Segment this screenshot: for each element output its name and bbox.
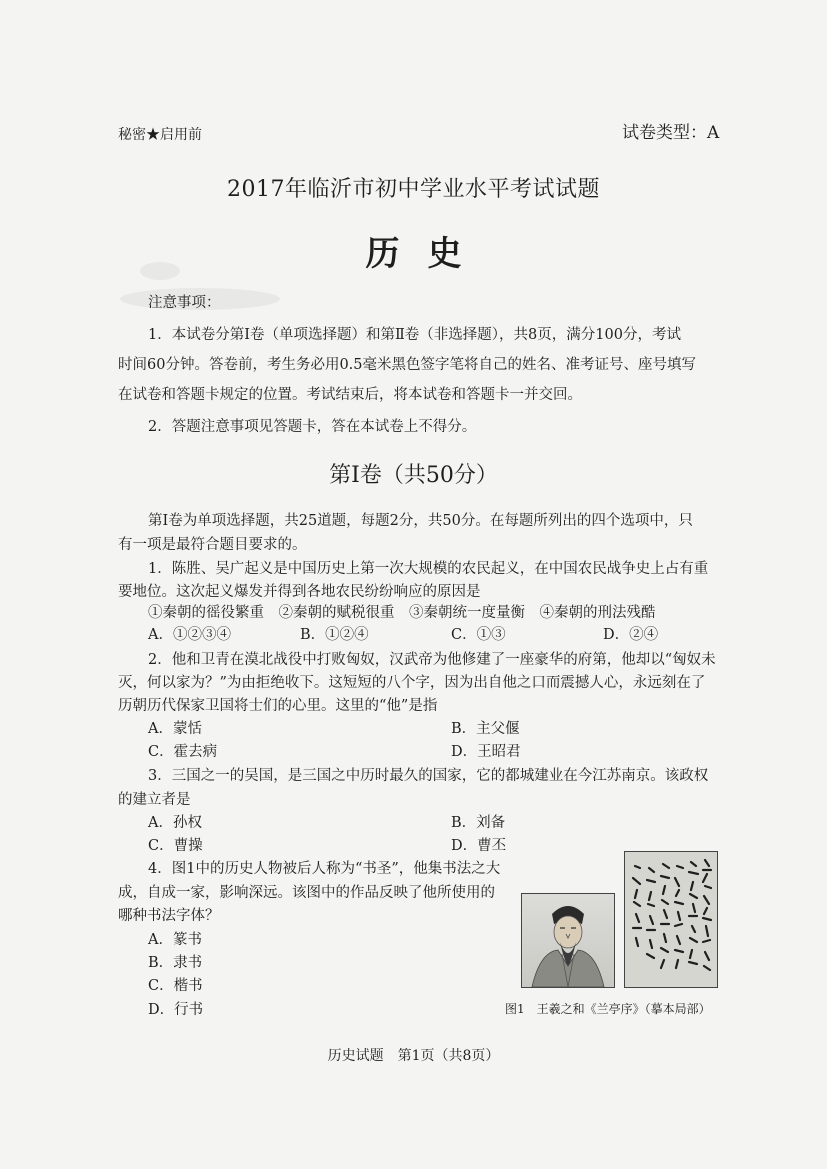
figure-1-caption: 图1 王羲之和《兰亭序》（摹本局部） — [505, 1002, 711, 1016]
question-1-option-d[interactable]: D．②④ — [603, 627, 659, 643]
question-4-option-b[interactable]: B．隶书 — [148, 955, 203, 971]
question-1-line-1: 1．陈胜、吴广起义是中国历史上第一次大规模的农民起义，在中国农民战争史上占有重 — [148, 561, 709, 577]
question-1-option-b[interactable]: B．①②④ — [300, 627, 369, 643]
question-4-line-1: 4．图1中的历史人物被后人称为“书圣”，他集书法之大 — [148, 861, 501, 877]
notice-item-1-line-2: 时间60分钟。答卷前，考生务必用0.5毫米黑色签字笔将自己的姓名、准考证号、座号填写 — [118, 357, 697, 373]
question-2-line-1: 2．他和卫青在漠北战役中打败匈奴，汉武帝为他修建了一座豪华的府第，他却以“匈奴未 — [148, 652, 716, 668]
question-4-option-c[interactable]: C．楷书 — [148, 978, 203, 994]
section-title: 第Ⅰ卷（共50分） — [329, 463, 498, 488]
question-4-line-2: 成，自成一家，影响深远。该图中的作品反映了他所使用的 — [118, 885, 495, 901]
question-4-option-a[interactable]: A．篆书 — [148, 932, 202, 948]
question-4-option-d[interactable]: D．行书 — [148, 1002, 204, 1018]
question-3-option-c[interactable]: C．曹操 — [148, 838, 203, 854]
question-3-line-1: 3．三国之一的吴国，是三国之中历时最久的国家，它的都城建业在今江苏南京。该政权 — [148, 768, 709, 784]
notice-item-2: 2．答题注意事项见答题卡，答在本试卷上不得分。 — [148, 419, 477, 435]
question-2-option-c[interactable]: C．霍去病 — [148, 744, 218, 760]
confidential-label: 秘密★启用前 — [118, 127, 202, 143]
question-3-option-a[interactable]: A．孙权 — [148, 815, 202, 831]
wang-xizhi-portrait — [521, 893, 615, 988]
notice-heading: 注意事项： — [148, 295, 221, 311]
section-intro-line-2: 有一项是最符合题目要求的。 — [118, 537, 307, 553]
question-3-option-b[interactable]: B．刘备 — [451, 815, 506, 831]
question-2-option-d[interactable]: D．王昭君 — [451, 744, 521, 760]
question-1-option-c[interactable]: C．①③ — [451, 627, 506, 643]
question-2-line-2: 灭，何以家为？”为由拒绝收下。这短短的八个字，因为出自他之口而震撼人心，永远刻在了 — [118, 675, 706, 691]
question-3-option-d[interactable]: D．曹丕 — [451, 838, 507, 854]
section-intro-line-1: 第Ⅰ卷为单项选择题，共25道题，每题2分，共50分。在每题所列出的四个选项中，只 — [148, 513, 693, 529]
question-1-statements: ①秦朝的徭役繁重 ②秦朝的赋税很重 ③秦朝统一度量衡 ④秦朝的刑法残酷 — [148, 605, 656, 621]
question-2-option-a[interactable]: A．蒙恬 — [148, 721, 202, 737]
question-4-line-3: 哪种书法字体？ — [118, 908, 220, 924]
paper-type-label: 试卷类型：A — [622, 123, 720, 143]
exam-title: 2017年临沂市初中学业水平考试试题 — [227, 177, 600, 202]
notice-item-1-line-3: 在试卷和答题卡规定的位置。考试结束后，将本试卷和答题卡一并交回。 — [118, 387, 582, 403]
question-1-line-2: 要地位。这次起义爆发并得到各地农民纷纷响应的原因是 — [118, 584, 481, 600]
question-2-line-3: 历朝历代保家卫国将士们的心里。这里的“他”是指 — [118, 698, 438, 714]
question-2-option-b[interactable]: B．主父偃 — [451, 721, 520, 737]
notice-item-1-line-1: 1．本试卷分第Ⅰ卷（单项选择题）和第Ⅱ卷（非选择题），共8页，满分100分，考试 — [148, 327, 681, 343]
page-footer: 历史试题 第1页（共8页） — [327, 1048, 500, 1064]
subject-title: 历史 — [365, 234, 490, 274]
question-3-line-2: 的建立者是 — [118, 792, 191, 808]
question-1-option-a[interactable]: A．①②③④ — [148, 627, 231, 643]
lanting-xu-calligraphy-image — [624, 851, 718, 988]
